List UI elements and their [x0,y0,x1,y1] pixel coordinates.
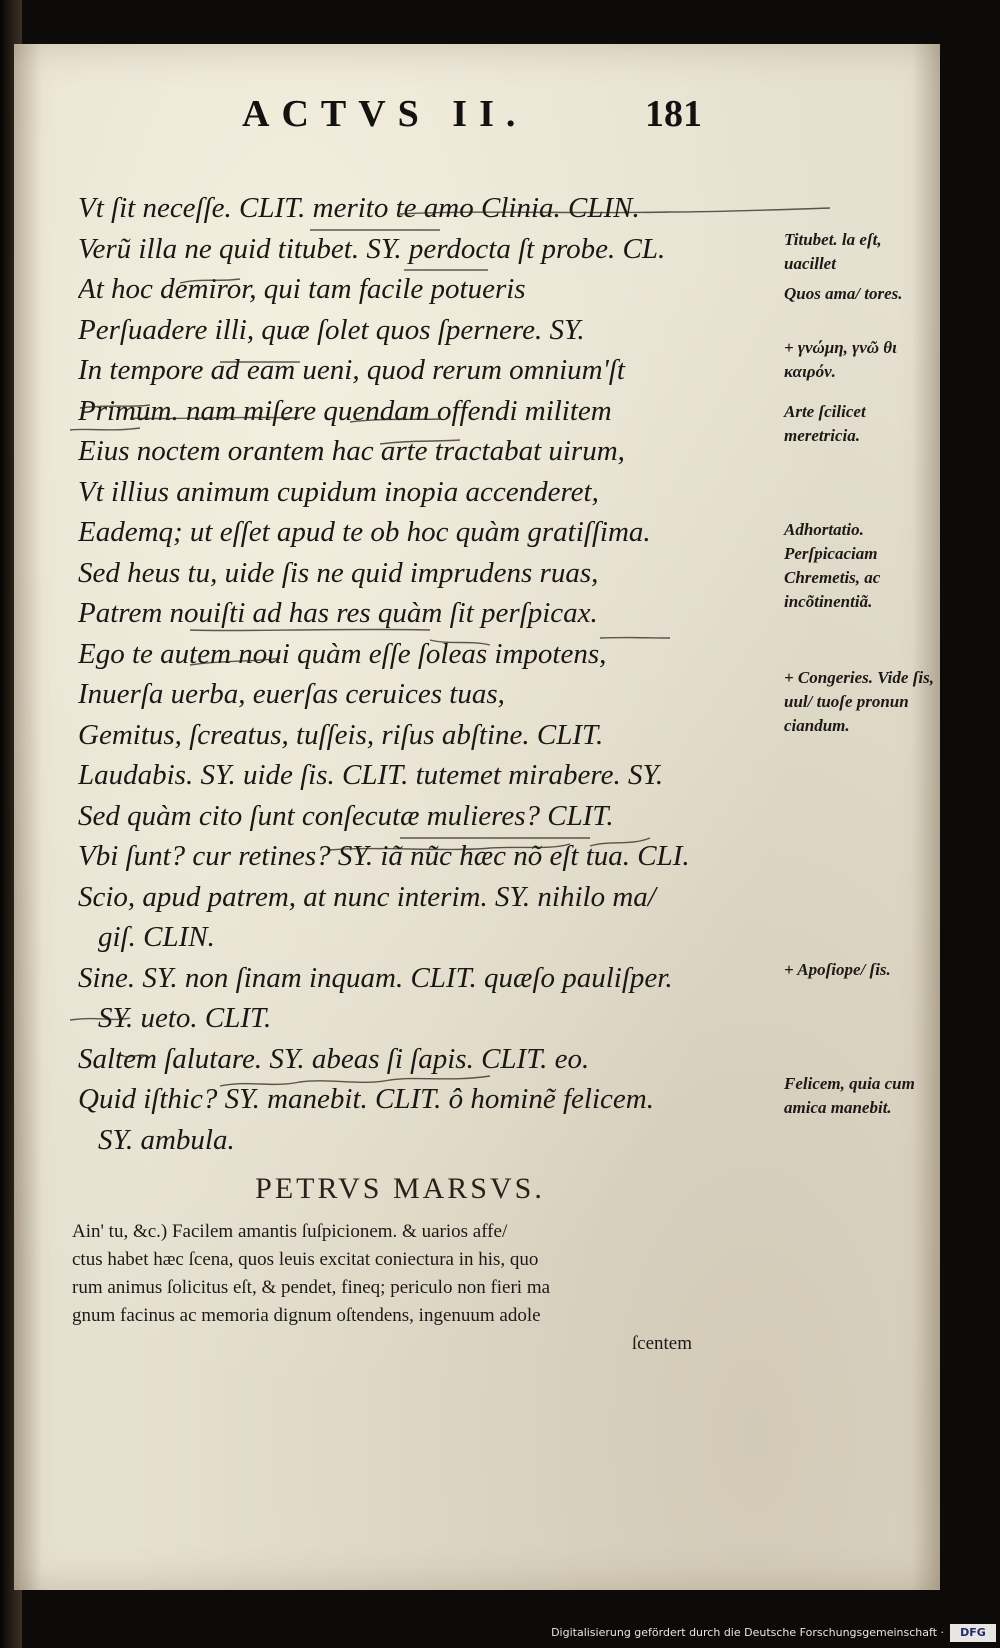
verse-line: Verũ illa ne quid titubet. SY. perdocta ſt probe. CL. [78,232,666,265]
verse-line: Laudabis. SY. uide ſis. CLIT. tutemet mirabere. SY. [78,759,664,791]
margin-note: Adhortatio. Perſpicaciam Chremetis, ac incõtinentiã. [784,520,881,611]
margin-note: Titubet. la eſt, uacillet [784,230,882,273]
verse-line: Patrem nouiſti ad has res quàm ſit perſpicax. [78,597,598,629]
verse-line: Primum. nam miſere quendam offendi militem [78,394,612,427]
margin-note: Quos ama/ tores. [784,284,903,303]
commentary-line: ctus habet hæc ſcena, quos leuis excitat coniectura in his, quo [72,1249,539,1270]
verse-line: SY. ueto. CLIT. [98,1002,272,1034]
verse-line: Sed quàm cito ſunt conſecutæ mulieres? CLIT. [78,799,614,832]
margin-note: Felicem, quia cum amica manebit. [784,1074,915,1117]
commentary-line: rum animus ſolicitus eſt, & pendet, fineq; periculo non fieri ma [72,1277,551,1298]
margin-note: Arte ſcilicet meretricia. [784,402,866,445]
digitization-credit: Digitalisierung gefördert durch die Deutsche Forschungsgemeinschaft · [551,1626,944,1639]
verse-line: At hoc demiror, qui tam facile potueris [78,273,526,305]
margin-note: + γνώμη, γνῶ θι καιρόν. [784,338,897,381]
verse-line: Vt illius animum cupidum inopia accenderet, [78,475,599,508]
verse-line: Vt ſit neceſſe. CLIT. merito te amo Clinia. CLIN. [78,192,640,224]
verse-line: Scio, apud patrem, at nunc interim. SY. nihilo ma/ [78,880,656,913]
commentary-text [72,1218,696,1358]
verse-line: In tempore ad eam ueni, quod rerum omnium'ſt [78,354,625,386]
verse-text [78,188,934,1160]
verse-line: Perſuadere illi, quæ ſolet quos ſpernere. SY. [78,313,585,346]
page-number: 181 [645,93,702,135]
commentary-line: gnum facinus ac memoria dignum oſtendens, ingenuum adole [72,1305,541,1326]
verse-line: giſ. CLIN. [98,921,215,953]
verse-line: Quid iſthic? SY. manebit. CLIT. ô hominẽ felicem. [78,1083,654,1115]
verse-line: Sed heus tu, uide ſis ne quid imprudens ruas, [78,556,599,589]
dfg-logo: DFG [950,1624,996,1642]
running-head: ACTVS II. [242,93,528,135]
verse-line: Ego te autem noui quàm eſſe ſoleas impotens, [78,637,607,670]
verse-line: Saltem ſalutare. SY. abeas ſi ſapis. CLIT. eo. [78,1042,590,1075]
page-header [242,92,702,142]
commentary-title: PETRVS MARSVS. [255,1172,545,1205]
verse-line: Eademq; ut eſſet apud te ob hoc quàm gratiſſima. [78,516,651,548]
verse-line: Vbi ſunt? cur retines? SY. iã nũc hæc nõ eſt tua. CLI. [78,840,690,872]
verse-line: Eius noctem orantem hac arte tractabat uirum, [78,435,625,467]
commentary-line: ſcentem [631,1333,692,1354]
margin-note: + Congeries. Vide ſis, uul/ tuoſe pronun ciandum. [784,668,934,735]
verse-line: SY. ambula. [98,1123,235,1156]
verse-line: Inuerſa uerba, euerſas ceruices tuas, [78,678,505,710]
commentary-line: Ain' tu, &c.) Facilem amantis ſuſpicionem. & uarios affe/ [72,1221,508,1242]
margin-note: + Apoſiope/ ſis. [784,960,891,979]
verse-line: Sine. SY. non ſinam inquam. CLIT. quæſo pauliſper. [78,961,673,994]
verse-line: Gemitus, ſcreatus, tuſſeis, riſus abſtine. CLIT. [78,718,604,751]
